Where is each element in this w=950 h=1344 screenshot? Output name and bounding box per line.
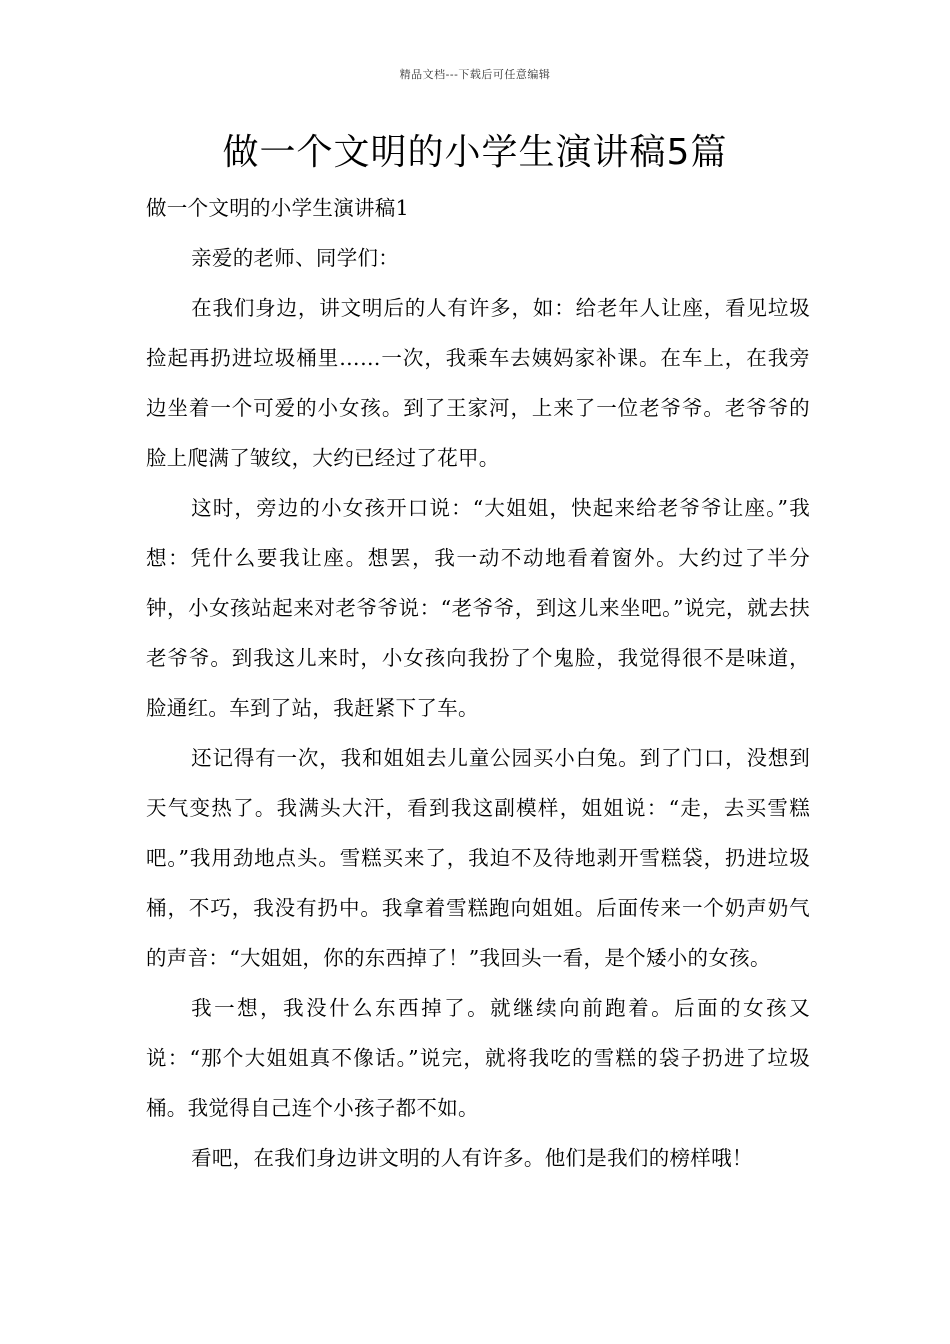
body-paragraph-3: 还记得有一次，我和姐姐去儿童公园买小白兔。到了门口，没想到天气变热了。我满头大汗，看到我这副模样，姐姐说：“走，去买雪糕吧。”我用劲地点头。雪糕买来了，我迫不及待地剥开雪糕袋，扔进垃圾桶，不巧，我没有扔中。我拿着雪糕跑向姐姐。后面传来一个奶声奶气的声音：“大姐姐，你的东西掉了！”我回头一看，是个矮小的女孩。 [146,746,810,970]
body-paragraph-4: 我一想，我没什么东西掉了。就继续向前跑着。后面的女孩又说：“那个大姐姐真不像话。”说完，就将我吃的雪糕的袋子扔进了垃圾桶。我觉得自己连个小孩子都不如。 [146,996,810,1120]
header-note: 精品文档---下载后可任意编辑 [399,68,551,81]
closing-paragraph: 看吧，在我们身边讲文明的人有许多。他们是我们的榜样哦！ [191,1146,753,1170]
section-heading: 做一个文明的小学生演讲稿1 [146,196,409,220]
document-body [146,183,810,1183]
body-paragraph-1: 在我们身边，讲文明后的人有许多，如：给老年人让座，看见垃圾捡起再扔进垃圾桶里……一次，我乘车去姨妈家补课。在车上，在我旁边坐着一个可爱的小女孩。到了王家河，上来了一位老爷爷。老爷爷的脸上爬满了皱纹，大约已经过了花甲。 [146,296,810,470]
document-title: 做一个文明的小学生演讲稿5篇 [222,132,728,173]
greeting-paragraph: 亲爱的老师、同学们： [191,246,400,270]
body-paragraph-2: 这时，旁边的小女孩开口说：“大姐姐，快起来给老爷爷让座。”我想：凭什么要我让座。想罢，我一动不动地看着窗外。大约过了半分钟，小女孩站起来对老爷爷说：“老爷爷，到这儿来坐吧。”说完，就去扶老爷爷。到我这儿来时，小女孩向我扮了个鬼脸，我觉得很不是味道，脸通红。车到了站，我赶紧下了车。 [146,496,810,720]
